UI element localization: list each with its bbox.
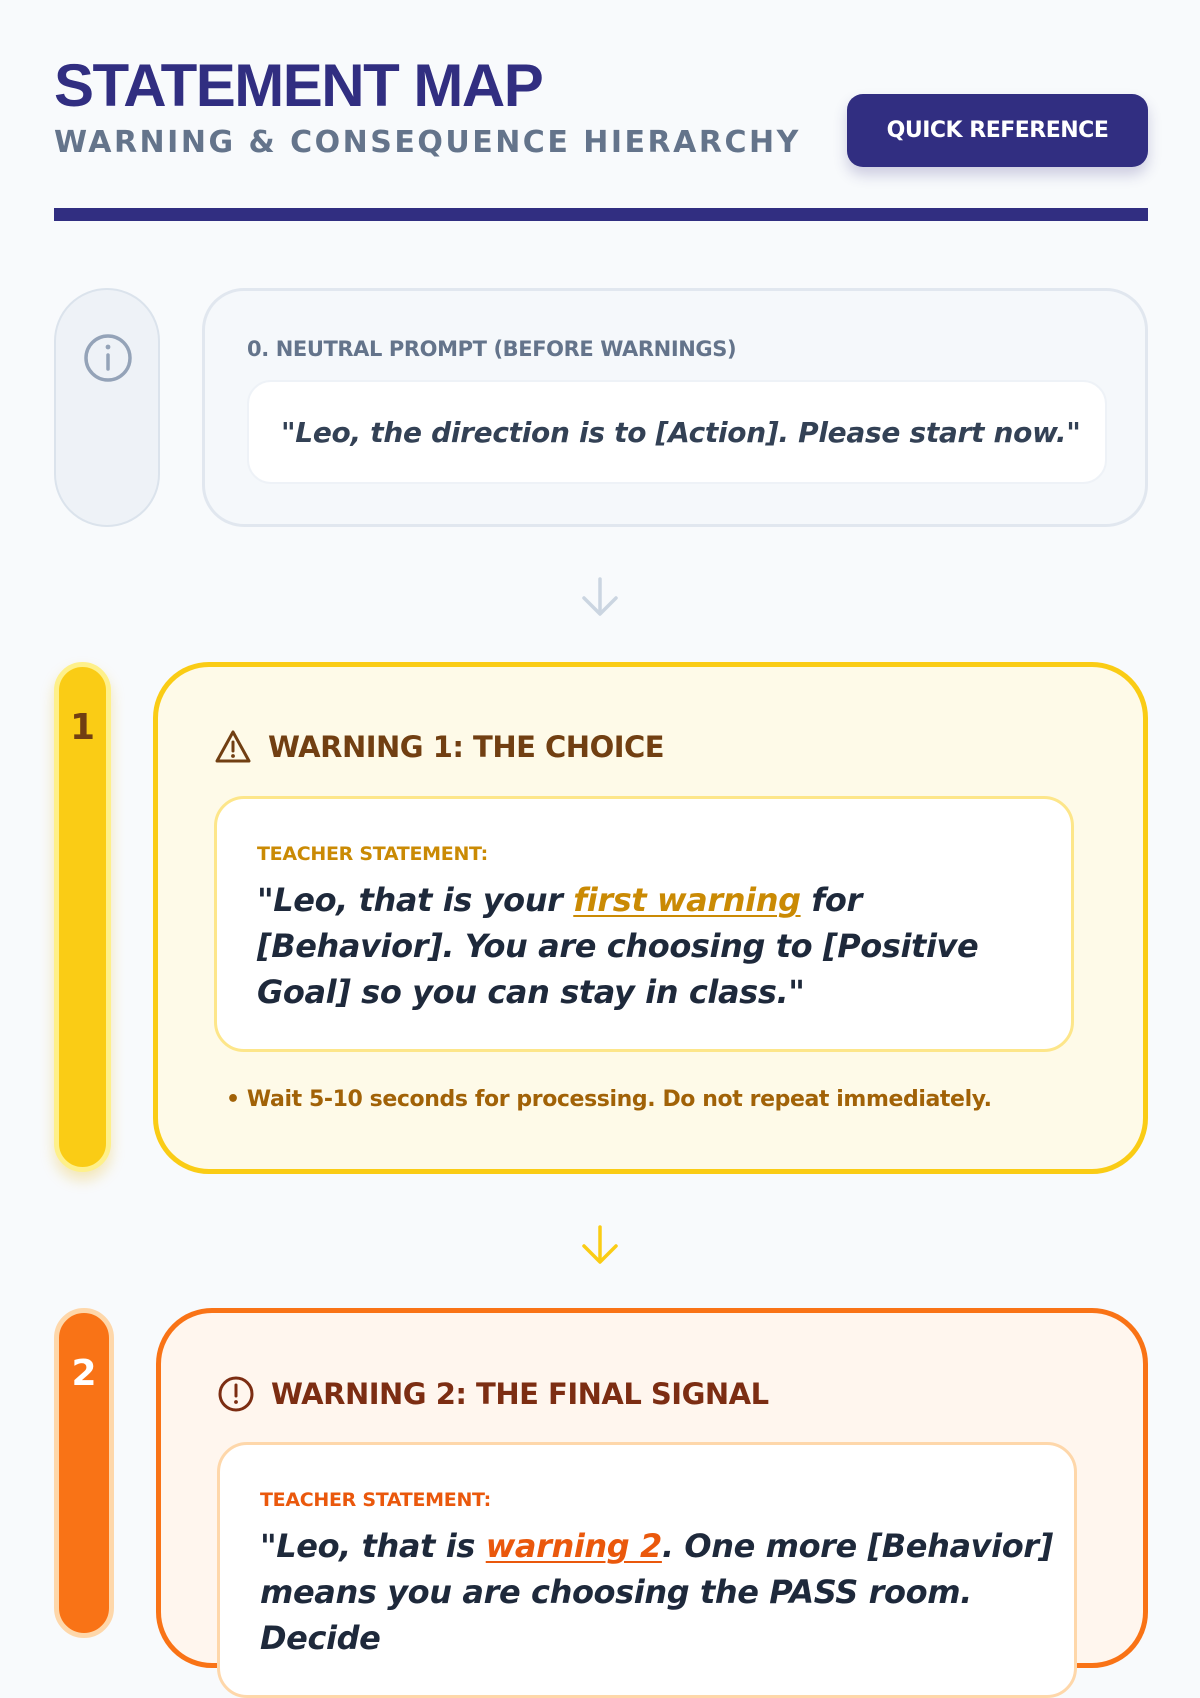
warning-2-title: WARNING 2: THE FINAL SIGNAL [271, 1377, 769, 1411]
arrow-down-icon [580, 576, 620, 618]
neutral-prompt-label: 0. NEUTRAL PROMPT (BEFORE WARNINGS) [247, 337, 737, 361]
step-1-marker [54, 662, 111, 1172]
quick-reference-button[interactable]: QUICK REFERENCE [847, 94, 1148, 167]
warning-1-statement-post: for [Behavior]. You are choosing to [Positive Goal] so you can stay in class." [257, 881, 979, 1011]
warning-1-statement-box [214, 796, 1074, 1052]
warning-1-statement-label: TEACHER STATEMENT: [257, 843, 488, 865]
warning-2-statement-pre: "Leo, that is [260, 1527, 486, 1565]
warning-2-statement-label: TEACHER STATEMENT: [260, 1489, 491, 1511]
warning-2-highlight: warning 2 [485, 1527, 662, 1565]
warning-1-title-row [214, 729, 664, 765]
step-0-marker [54, 288, 160, 527]
warning-1-note: • Wait 5-10 seconds for processing. Do not repeat immediately. [226, 1087, 992, 1112]
warning-1-highlight: first warning [573, 881, 801, 919]
step-2-marker [54, 1308, 114, 1638]
arrow-down-icon [580, 1224, 620, 1266]
info-icon [82, 332, 134, 384]
page-subtitle: WARNING & CONSEQUENCE HIERARCHY [54, 125, 801, 160]
page-title: STATEMENT MAP [54, 52, 543, 119]
warning-2-title-row [217, 1375, 769, 1413]
header-divider [54, 208, 1148, 221]
step-1-number: 1 [69, 707, 96, 748]
step-2-number: 2 [71, 1353, 97, 1394]
warning-triangle-icon [214, 729, 252, 765]
alert-circle-icon [217, 1375, 255, 1413]
warning-1-card [153, 662, 1148, 1174]
warning-2-statement [260, 1523, 1060, 1661]
warning-2-card [156, 1308, 1148, 1668]
warning-2-statement-box [217, 1442, 1077, 1698]
warning-2-statement-post: . One more [Behavior] means you are choosing the PASS room. Decide [260, 1527, 1053, 1657]
warning-1-statement-pre: "Leo, that is your [257, 881, 574, 919]
warning-1-title: WARNING 1: THE CHOICE [268, 730, 665, 764]
page-header [54, 52, 1148, 224]
neutral-prompt-card [202, 288, 1148, 527]
warning-1-statement [257, 877, 1057, 1015]
neutral-prompt-statement: "Leo, the direction is to [Action]. Please start now." [247, 380, 1107, 484]
